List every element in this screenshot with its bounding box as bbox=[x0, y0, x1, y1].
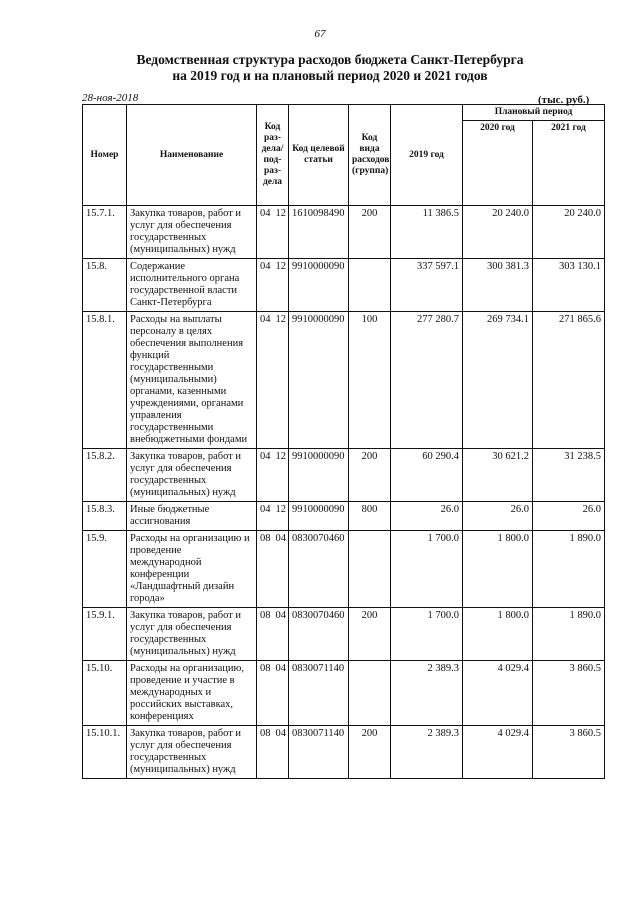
row-value-2019: 26.0 bbox=[391, 502, 463, 531]
row-number: 15.7.1. bbox=[83, 206, 127, 259]
row-value-2021: 3 860.5 bbox=[533, 726, 605, 779]
table-row bbox=[83, 661, 605, 726]
section-code: 04 bbox=[260, 261, 271, 272]
row-value-2021: 31 238.5 bbox=[533, 449, 605, 502]
row-expense-type: 800 bbox=[349, 502, 391, 531]
subsection-code: 04 bbox=[275, 728, 286, 739]
row-name: Иные бюджетные ассигнования bbox=[127, 502, 257, 531]
header-year-2020: 2020 год bbox=[463, 121, 533, 206]
row-section-code bbox=[257, 502, 289, 531]
row-value-2019: 337 597.1 bbox=[391, 259, 463, 312]
row-target-code: 1610098490 bbox=[289, 206, 349, 259]
row-number: 15.8.2. bbox=[83, 449, 127, 502]
row-name: Расходы на организацию, проведение и участие в международных и российских выставках, конференциях bbox=[127, 661, 257, 726]
row-expense-type bbox=[349, 661, 391, 726]
row-section-code bbox=[257, 531, 289, 608]
table-header-row bbox=[83, 105, 605, 121]
row-target-code: 9910000090 bbox=[289, 312, 349, 449]
row-value-2021: 1 890.0 bbox=[533, 531, 605, 608]
row-expense-type: 100 bbox=[349, 312, 391, 449]
section-code: 08 bbox=[260, 728, 271, 739]
row-value-2020: 30 621.2 bbox=[463, 449, 533, 502]
row-section-code bbox=[257, 312, 289, 449]
header-target: Код целевой статьи bbox=[289, 105, 349, 206]
header-year-2021: 2021 год bbox=[533, 121, 605, 206]
table-row bbox=[83, 502, 605, 531]
table-row bbox=[83, 608, 605, 661]
header-planned-period: Плановый период bbox=[463, 105, 605, 121]
table-row bbox=[83, 312, 605, 449]
row-value-2020: 26.0 bbox=[463, 502, 533, 531]
row-section-code bbox=[257, 449, 289, 502]
row-value-2019: 11 386.5 bbox=[391, 206, 463, 259]
table-row bbox=[83, 531, 605, 608]
row-number: 15.10. bbox=[83, 661, 127, 726]
row-value-2019: 1 700.0 bbox=[391, 531, 463, 608]
header-section: Код раз-дела/ под-раз-дела bbox=[257, 105, 289, 206]
section-code: 08 bbox=[260, 533, 271, 544]
section-code: 08 bbox=[260, 610, 271, 621]
row-value-2019: 2 389.3 bbox=[391, 661, 463, 726]
subsection-code: 04 bbox=[275, 610, 286, 621]
row-value-2021: 20 240.0 bbox=[533, 206, 605, 259]
row-value-2021: 271 865.6 bbox=[533, 312, 605, 449]
row-expense-type: 200 bbox=[349, 206, 391, 259]
row-value-2021: 1 890.0 bbox=[533, 608, 605, 661]
row-expense-type: 200 bbox=[349, 449, 391, 502]
row-expense-type: 200 bbox=[349, 608, 391, 661]
row-section-code bbox=[257, 608, 289, 661]
table-body bbox=[83, 206, 605, 779]
units-label: (тыс. руб.) bbox=[538, 94, 590, 106]
subsection-code: 12 bbox=[275, 314, 286, 325]
row-number: 15.9. bbox=[83, 531, 127, 608]
table-row bbox=[83, 726, 605, 779]
table-row bbox=[83, 206, 605, 259]
row-value-2020: 1 800.0 bbox=[463, 608, 533, 661]
row-value-2021: 26.0 bbox=[533, 502, 605, 531]
page-number: 67 bbox=[314, 28, 326, 40]
subsection-code: 12 bbox=[275, 504, 286, 515]
subsection-code: 12 bbox=[275, 261, 286, 272]
row-target-code: 0830070460 bbox=[289, 608, 349, 661]
subsection-code: 04 bbox=[275, 533, 286, 544]
row-value-2019: 277 280.7 bbox=[391, 312, 463, 449]
row-section-code bbox=[257, 259, 289, 312]
document-title bbox=[60, 52, 600, 84]
row-number: 15.8. bbox=[83, 259, 127, 312]
row-number: 15.10.1. bbox=[83, 726, 127, 779]
subsection-code: 04 bbox=[275, 663, 286, 674]
table-row bbox=[83, 449, 605, 502]
section-code: 04 bbox=[260, 208, 271, 219]
row-name: Закупка товаров, работ и услуг для обеспечения государственных (муниципальных) нужд bbox=[127, 726, 257, 779]
budget-table bbox=[82, 104, 605, 779]
header-year-2019: 2019 год bbox=[391, 105, 463, 206]
row-name: Закупка товаров, работ и услуг для обеспечения государственных (муниципальных) нужд bbox=[127, 206, 257, 259]
row-target-code: 9910000090 bbox=[289, 259, 349, 312]
row-target-code: 0830071140 bbox=[289, 661, 349, 726]
row-section-code bbox=[257, 726, 289, 779]
row-value-2020: 269 734.1 bbox=[463, 312, 533, 449]
row-value-2020: 300 381.3 bbox=[463, 259, 533, 312]
row-expense-type: 200 bbox=[349, 726, 391, 779]
row-name: Расходы на организацию и проведение международной конференции «Ландшафтный дизайн города» bbox=[127, 531, 257, 608]
row-value-2019: 2 389.3 bbox=[391, 726, 463, 779]
row-name: Расходы на выплаты персоналу в целях обеспечения выполнения функций государственными (муниципальными) органами, казенными учреждениями, органами управления государственными внебюджетными фондами bbox=[127, 312, 257, 449]
row-number: 15.8.1. bbox=[83, 312, 127, 449]
section-code: 08 bbox=[260, 663, 271, 674]
subsection-code: 12 bbox=[275, 208, 286, 219]
row-value-2019: 60 290.4 bbox=[391, 449, 463, 502]
title-line-1: Ведомственная структура расходов бюджета Санкт-Петербурга bbox=[136, 52, 524, 67]
header-expense-type: Код вида расходов (группа) bbox=[349, 105, 391, 206]
table-row bbox=[83, 259, 605, 312]
row-value-2021: 3 860.5 bbox=[533, 661, 605, 726]
header-number: Номер bbox=[83, 105, 127, 206]
section-code: 04 bbox=[260, 504, 271, 515]
row-name: Содержание исполнительного органа государственной власти Санкт-Петербурга bbox=[127, 259, 257, 312]
row-value-2019: 1 700.0 bbox=[391, 608, 463, 661]
row-target-code: 9910000090 bbox=[289, 502, 349, 531]
row-target-code: 0830070460 bbox=[289, 531, 349, 608]
row-name: Закупка товаров, работ и услуг для обеспечения государственных (муниципальных) нужд bbox=[127, 608, 257, 661]
row-number: 15.9.1. bbox=[83, 608, 127, 661]
document-date: 28-ноя-2018 bbox=[82, 92, 139, 104]
section-code: 04 bbox=[260, 314, 271, 325]
row-section-code bbox=[257, 206, 289, 259]
section-code: 04 bbox=[260, 451, 271, 462]
row-number: 15.8.3. bbox=[83, 502, 127, 531]
row-value-2020: 1 800.0 bbox=[463, 531, 533, 608]
row-value-2021: 303 130.1 bbox=[533, 259, 605, 312]
row-target-code: 9910000090 bbox=[289, 449, 349, 502]
title-line-2: на 2019 год и на плановый период 2020 и 2021 годов bbox=[172, 68, 488, 83]
row-value-2020: 4 029.4 bbox=[463, 726, 533, 779]
row-target-code: 0830071140 bbox=[289, 726, 349, 779]
row-value-2020: 4 029.4 bbox=[463, 661, 533, 726]
row-section-code bbox=[257, 661, 289, 726]
header-name: Наименование bbox=[127, 105, 257, 206]
row-expense-type bbox=[349, 259, 391, 312]
row-value-2020: 20 240.0 bbox=[463, 206, 533, 259]
subsection-code: 12 bbox=[275, 451, 286, 462]
row-expense-type bbox=[349, 531, 391, 608]
row-name: Закупка товаров, работ и услуг для обеспечения государственных (муниципальных) нужд bbox=[127, 449, 257, 502]
